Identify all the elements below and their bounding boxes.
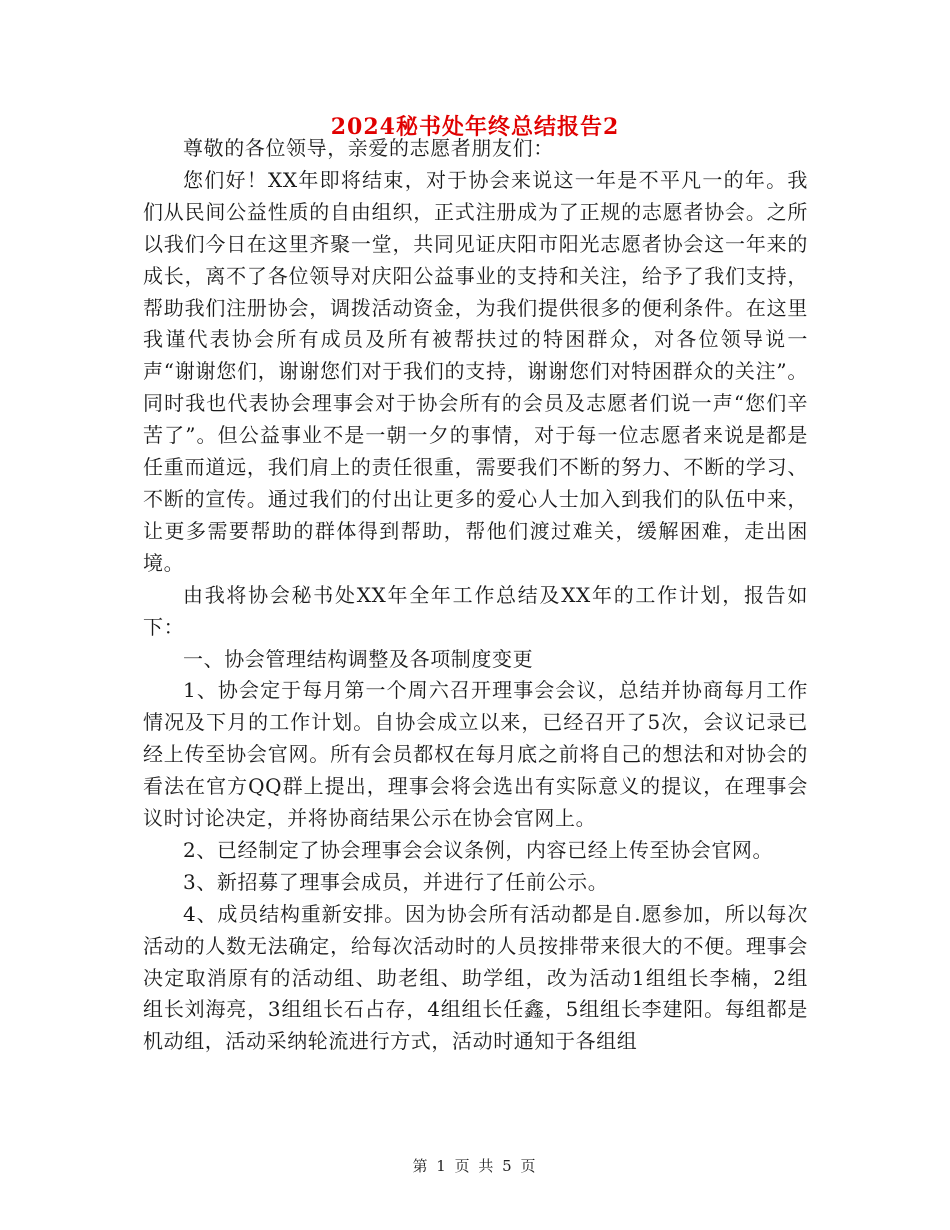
report-lead-paragraph: 由我将协会秘书处XX年全年工作总结及XX年的工作计划，报告如下： — [143, 582, 808, 639]
document-body — [143, 133, 808, 1058]
intro-paragraph: 您们好！XX年即将结束，对于协会来说这一年是不平凡一的年。我们从民间公益性质的自由组织，正式注册成为了正规的志愿者协会。之所以我们今日在这里齐聚一堂，共同见证庆阳市阳光志愿者协会这一年来的成长，离不了各位领导对庆阳公益事业的支持和关注，给予了我们支持，帮助我们注册协会，调拨活动资金，为我们提供很多的便利条件。在这里我谨代表协会所有成员及所有被帮扶过的特困群众，对各位领导说一声“谢谢您们，谢谢您们对于我们的支持，谢谢您们对特困群众的关注”。同时我也代表协会理事会对于协会所有的会员及志愿者们说一声“您们辛苦了”。但公益事业不是一朝一夕的事情，对于每一位志愿者来说是都是任重而道远，我们肩上的责任很重，需要我们不断的努力、不断的学习、不断的宣传。通过我们的付出让更多的爱心人士加入到我们的队伍中来，让更多需要帮助的群体得到帮助，帮他们渡过难关，缓解困难，走出困境。 — [143, 167, 808, 575]
document-title: 2024秘书处年终总结报告2 — [330, 114, 620, 140]
greeting-paragraph: 尊敬的各位领导，亲爱的志愿者朋友们： — [183, 136, 554, 160]
page-number-footer: 第 1 页 共 5 页 — [412, 1157, 538, 1175]
item-4-paragraph: 4、成员结构重新安排。因为协会所有活动都是自.愿参加，所以每次活动的人数无法确定，给每次活动时的人员按排带来很大的不便。理事会决定取消原有的活动组、助老组、助学组，改为活动1组组长李楠，2组组长刘海亮，3组组长石占存，4组组长任鑫，5组组长李建阳。每组都是机动组，活动采纳轮流进行方式，活动时通知于各组组 — [143, 901, 808, 1054]
item-2-paragraph: 2、已经制定了协会理事会会议条例，内容已经上传至协会官网。 — [183, 837, 774, 862]
item-3-paragraph: 3、新招募了理事会成员，并进行了任前公示。 — [183, 869, 609, 894]
item-1-paragraph: 1、协会定于每月第一个周六召开理事会会议，总结并协商每月工作情况及下月的工作计划。自协会成立以来，已经召开了5次，会议记录已经上传至协会官网。所有会员都权在每月底之前将自己的想法和对协会的看法在官方QQ群上提出，理事会将会选出有实际意义的提议，在理事会议时讨论决定，并将协商结果公示在协会官网上。 — [143, 678, 808, 831]
section-heading: 一、协会管理结构调整及各项制度变更 — [183, 646, 534, 671]
